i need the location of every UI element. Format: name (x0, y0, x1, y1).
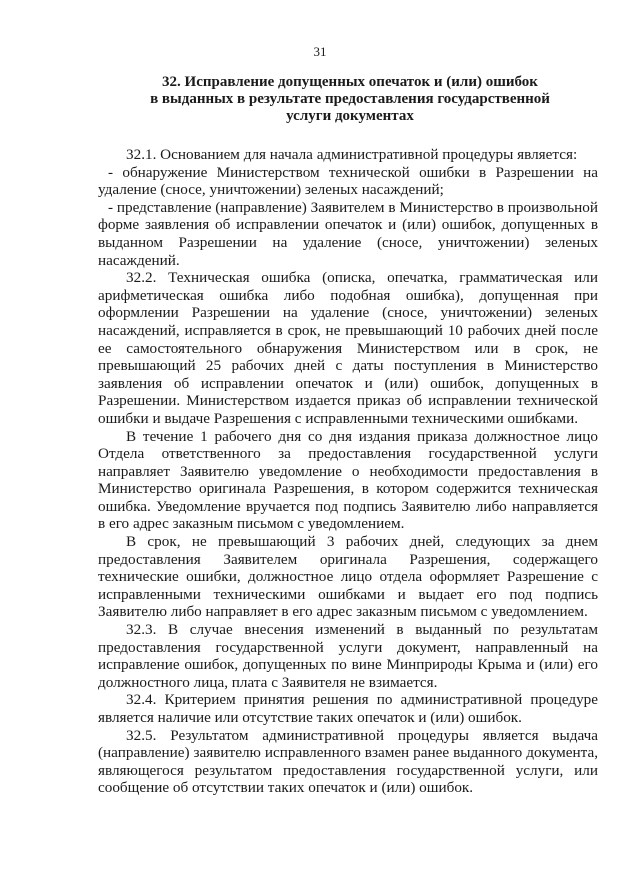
paragraph-32-3: 32.3. В случае внесения изменений в выданный по результатам предоставления государственной услуги документ, направленный на исправление ошибок, допущенных по вине Минприроды Крыма и (или) его должностного лица, плата с Заявителя не взимается. (98, 621, 598, 691)
paragraph-bullet-1: - обнаружение Министерством технической ошибки в Разрешении на удаление (сносе, уничтожении) зеленых насаждений; (98, 163, 598, 199)
paragraph-32-1: 32.1. Основанием для начала административной процедуры является: (126, 146, 578, 163)
paragraph-32-5: 32.5. Результатом административной процедуры является выдача (направление) заявителю исправленного взамен ранее выданного документа, являющегося результатом предоставления государственной услуги, или сообщение об отсутствии таких опечаток и (или) ошибок. (98, 726, 598, 797)
title-line-3: услуги документах (286, 108, 414, 124)
paragraph-bullet-2: - представление (направление) Заявителем в Министерство в произвольной форме заявления об исправлении опечаток и (или) ошибок, допущенных в выданном Разрешении на удаление (сносе, уничтожении) зеленых насаждений. (98, 198, 598, 269)
paragraph-32-2: 32.2. Техническая ошибка (описка, опечатка, грамматическая или арифметическая ошибка либо подобная ошибка), допущенная при оформлении Разрешении на удаление (сносе, уничтожении) зеленых насаждений, исправляется в срок, не превышающий 10 рабочих дней после ее самостоятельного обнаружения Министерством или в срок, не превышающий 25 рабочих дней с даты поступления в Министерство заявления об исправлении опечаток и (или) ошибок, допущенных в Разрешении. Министерством издается приказ об исправлении технической ошибки и выдаче Разрешения с исправленными техническими ошибками. (98, 269, 598, 427)
title-line-2: в выданных в результате предоставления государственной (150, 91, 550, 107)
paragraph-deadline: В срок, не превышающий 3 рабочих дней, следующих за днем предоставления Заявителем оригинала Разрешения, содержащего технические ошибки, должностное лицо отдела оформляет Разрешение с исправленными техническими ошибками и выдает его под подпись Заявителю либо направляет в его адрес заказным письмом с уведомлением. (98, 533, 598, 621)
title-line-1: 32. Исправление допущенных опечаток и (или) ошибок (162, 74, 538, 90)
paragraph-notification: В течение 1 рабочего дня со дня издания приказа должностное лицо Отдела ответственного за предоставления государственной услуги направляет Заявителю уведомление о необходимости предоставления в Министерство оригинала Разрешения, в котором содержится техническая ошибка. Уведомление вручается под подпись Заявителю либо направляется в его адрес заказным письмом с уведомлением. (98, 427, 598, 533)
paragraph-32-4: 32.4. Критерием принятия решения по административной процедуре является наличие или отсутствие таких опечаток и (или) ошибок. (98, 691, 598, 726)
document-body (98, 146, 598, 797)
page-number: 31 (313, 44, 327, 59)
section-title (100, 74, 600, 125)
